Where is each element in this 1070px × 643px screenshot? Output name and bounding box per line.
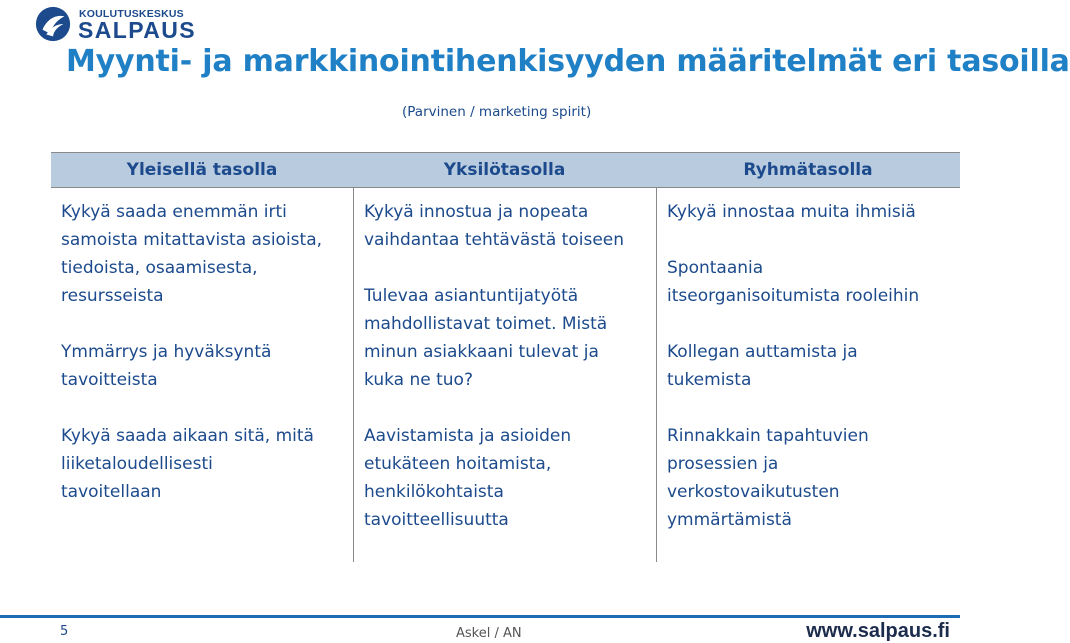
slide-subtitle: (Parvinen / marketing spirit)	[402, 104, 592, 120]
footer-divider	[0, 615, 960, 618]
salpaus-logo	[34, 4, 214, 44]
group-item-4: Rinnakkain tapahtuvien prosessien ja verkostovaikutusten ymmärtämistä	[667, 426, 869, 530]
logo-main-text: SALPAUS	[78, 17, 196, 43]
group-item-2: Spontaania itseorganisoitumista rooleihin	[667, 258, 920, 306]
individual-item-3: Aavistamista ja asioiden etukäteen hoitamista, henkilökohtaista tavoitteellisuutta	[364, 426, 572, 530]
footer-url: www.salpaus.fi	[806, 620, 950, 642]
individual-item-1: Kykyä innostua ja nopeata vaihdantaa tehtävästä toiseen	[364, 202, 625, 250]
group-item-3: Kollegan auttamista ja tukemista	[667, 342, 858, 390]
column-group-level	[656, 188, 960, 562]
group-item-1: Kykyä innostaa muita ihmisiä	[667, 202, 916, 222]
footer-author: Askel / AN	[456, 626, 522, 641]
salpaus-logo-mark-icon	[34, 5, 72, 43]
individual-item-2: Tulevaa asiantuntijatyötä mahdollistavat toimet. Mistä minun asiakkaani tulevat ja kuka ne tuo?	[364, 286, 608, 390]
column-general-level	[51, 188, 353, 562]
slide-title: Myynti- ja markkinointihenkisyyden määritelmät eri tasoilla	[66, 44, 1070, 79]
header-individual-level: Yksilötasolla	[443, 160, 566, 180]
header-group-level: Ryhmätasolla	[743, 160, 873, 180]
definitions-table	[51, 152, 960, 562]
general-item-2: Ymmärrys ja hyväksyntä tavoitteista	[61, 342, 272, 390]
table-body-row	[51, 188, 960, 562]
table-header-row	[51, 153, 960, 188]
general-item-3: Kykyä saada aikaan sitä, mitä liiketaloudellisesti tavoitellaan	[61, 426, 314, 502]
logo-top-text: KOULUTUSKESKUS	[79, 8, 184, 20]
general-item-1: Kykyä saada enemmän irti samoista mitattavista asioista, tiedoista, osaamisesta, resursseista	[61, 202, 323, 306]
header-general-level: Yleisellä tasolla	[126, 160, 278, 180]
column-individual-level	[353, 188, 656, 562]
page-number: 5	[60, 624, 69, 639]
